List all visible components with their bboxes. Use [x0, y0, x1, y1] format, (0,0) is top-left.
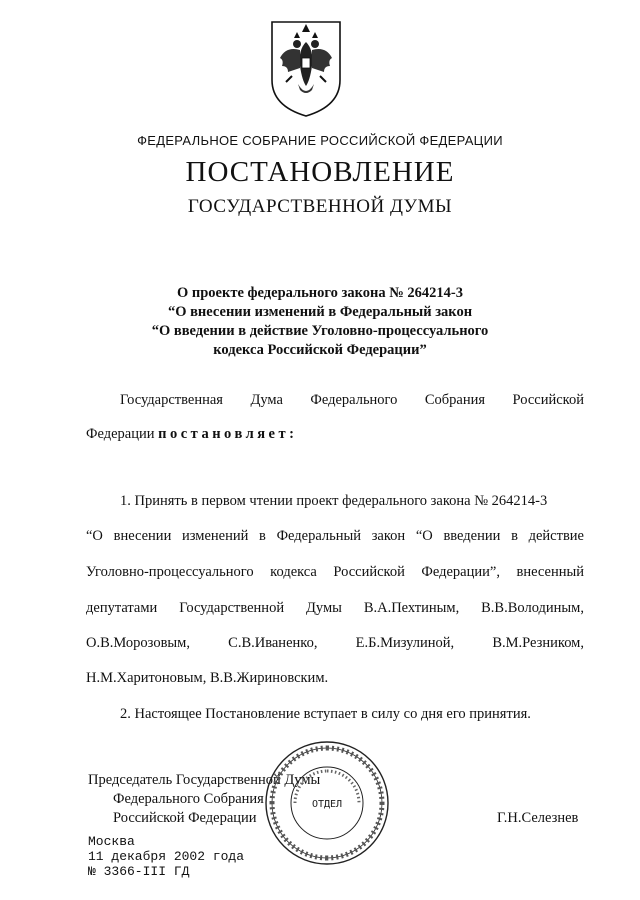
russian-coat-of-arms-emblem [268, 18, 344, 118]
item1-line [86, 635, 584, 652]
subject-line: “О введении в действие Уголовно-процессуального [151, 323, 489, 339]
subject-line: О проекте федерального закона № 264214-3 [176, 285, 464, 301]
document-footer [88, 834, 244, 879]
item1-word: кодекса [270, 564, 317, 580]
item1-word: изменений [182, 528, 249, 544]
organization-title: ФЕДЕРАЛЬНОЕ СОБРАНИЕ РОССИЙСКОЙ ФЕДЕРАЦИИ [137, 133, 503, 148]
footer-city: Москва [88, 834, 135, 849]
item1-word: Уголовно-процессуального [86, 564, 254, 580]
item1-word: “О [415, 528, 433, 544]
item1-word: Российской [333, 564, 405, 580]
item1-word: “О [86, 528, 103, 544]
item1-line [86, 528, 584, 545]
item1-word: действие [528, 528, 584, 544]
subject-line: кодекса Российской Федерации” [213, 342, 427, 358]
item1-line: Н.М.Харитоновым, В.В.Жириновским. [86, 670, 329, 686]
preamble-word: Государственная [120, 392, 223, 408]
item1-word: закон [371, 528, 406, 544]
item1-word: Федерации”, [421, 564, 500, 580]
item1-word: Государственной [179, 600, 285, 616]
item1-word: В.М.Резником, [492, 635, 584, 651]
item1-line [86, 600, 584, 617]
item1-word: в [259, 528, 266, 544]
signatory-name: Г.Н.Селезнев [497, 810, 579, 826]
item1-word: Е.Б.Мизулиной, [355, 635, 455, 651]
preamble-text: Федерации [86, 426, 155, 442]
preamble-line-2 [86, 426, 297, 443]
item1-word: С.В.Иваненко, [228, 635, 318, 651]
signature-title-line: Председатель Государственной Думы [88, 772, 321, 788]
preamble-word: Дума [250, 392, 283, 408]
preamble-word: Федерального [310, 392, 398, 408]
preamble-decree-word: постановляет: [158, 426, 298, 442]
signature-title-line: Российской Федерации [113, 810, 257, 826]
item1-word: Федеральный [276, 528, 362, 544]
document-type-title: ПОСТАНОВЛЕНИЕ [185, 156, 455, 188]
item1-word: депутатами [86, 600, 158, 616]
issuer-title: ГОСУДАРСТВЕННОЙ ДУМЫ [187, 196, 453, 217]
item1-line: 1. Принять в первом чтении проект федерального закона № 264214-3 [120, 493, 548, 509]
subject-line: “О внесении изменений в Федеральный закон [167, 304, 473, 320]
item1-word: Думы [306, 600, 342, 616]
preamble-word: Российской [512, 392, 584, 408]
footer-date: 11 декабря 2002 года [88, 849, 245, 864]
official-round-stamp [262, 738, 392, 868]
item1-word: О.В.Морозовым, [86, 635, 190, 651]
item2-paragraph: 2. Настоящее Постановление вступает в силу со дня его принятия. [120, 706, 531, 722]
item1-word: в [511, 528, 518, 544]
document-subject [120, 284, 520, 360]
item1-word: внесении [113, 528, 172, 544]
footer-number: № 3366-III ГД [88, 864, 190, 879]
preamble-line-1 [120, 392, 584, 409]
signature-title-line: Федерального Собрания [113, 791, 264, 807]
item1-word: внесенный [516, 564, 584, 580]
stamp-center-text: ОТДЕЛ [311, 799, 343, 810]
item1-word: введении [443, 528, 501, 544]
item1-word: В.В.Володиным, [481, 600, 584, 616]
preamble-word: Собрания [424, 392, 486, 408]
item1-word: В.А.Пехтиным, [363, 600, 460, 616]
item1-line [86, 564, 584, 581]
